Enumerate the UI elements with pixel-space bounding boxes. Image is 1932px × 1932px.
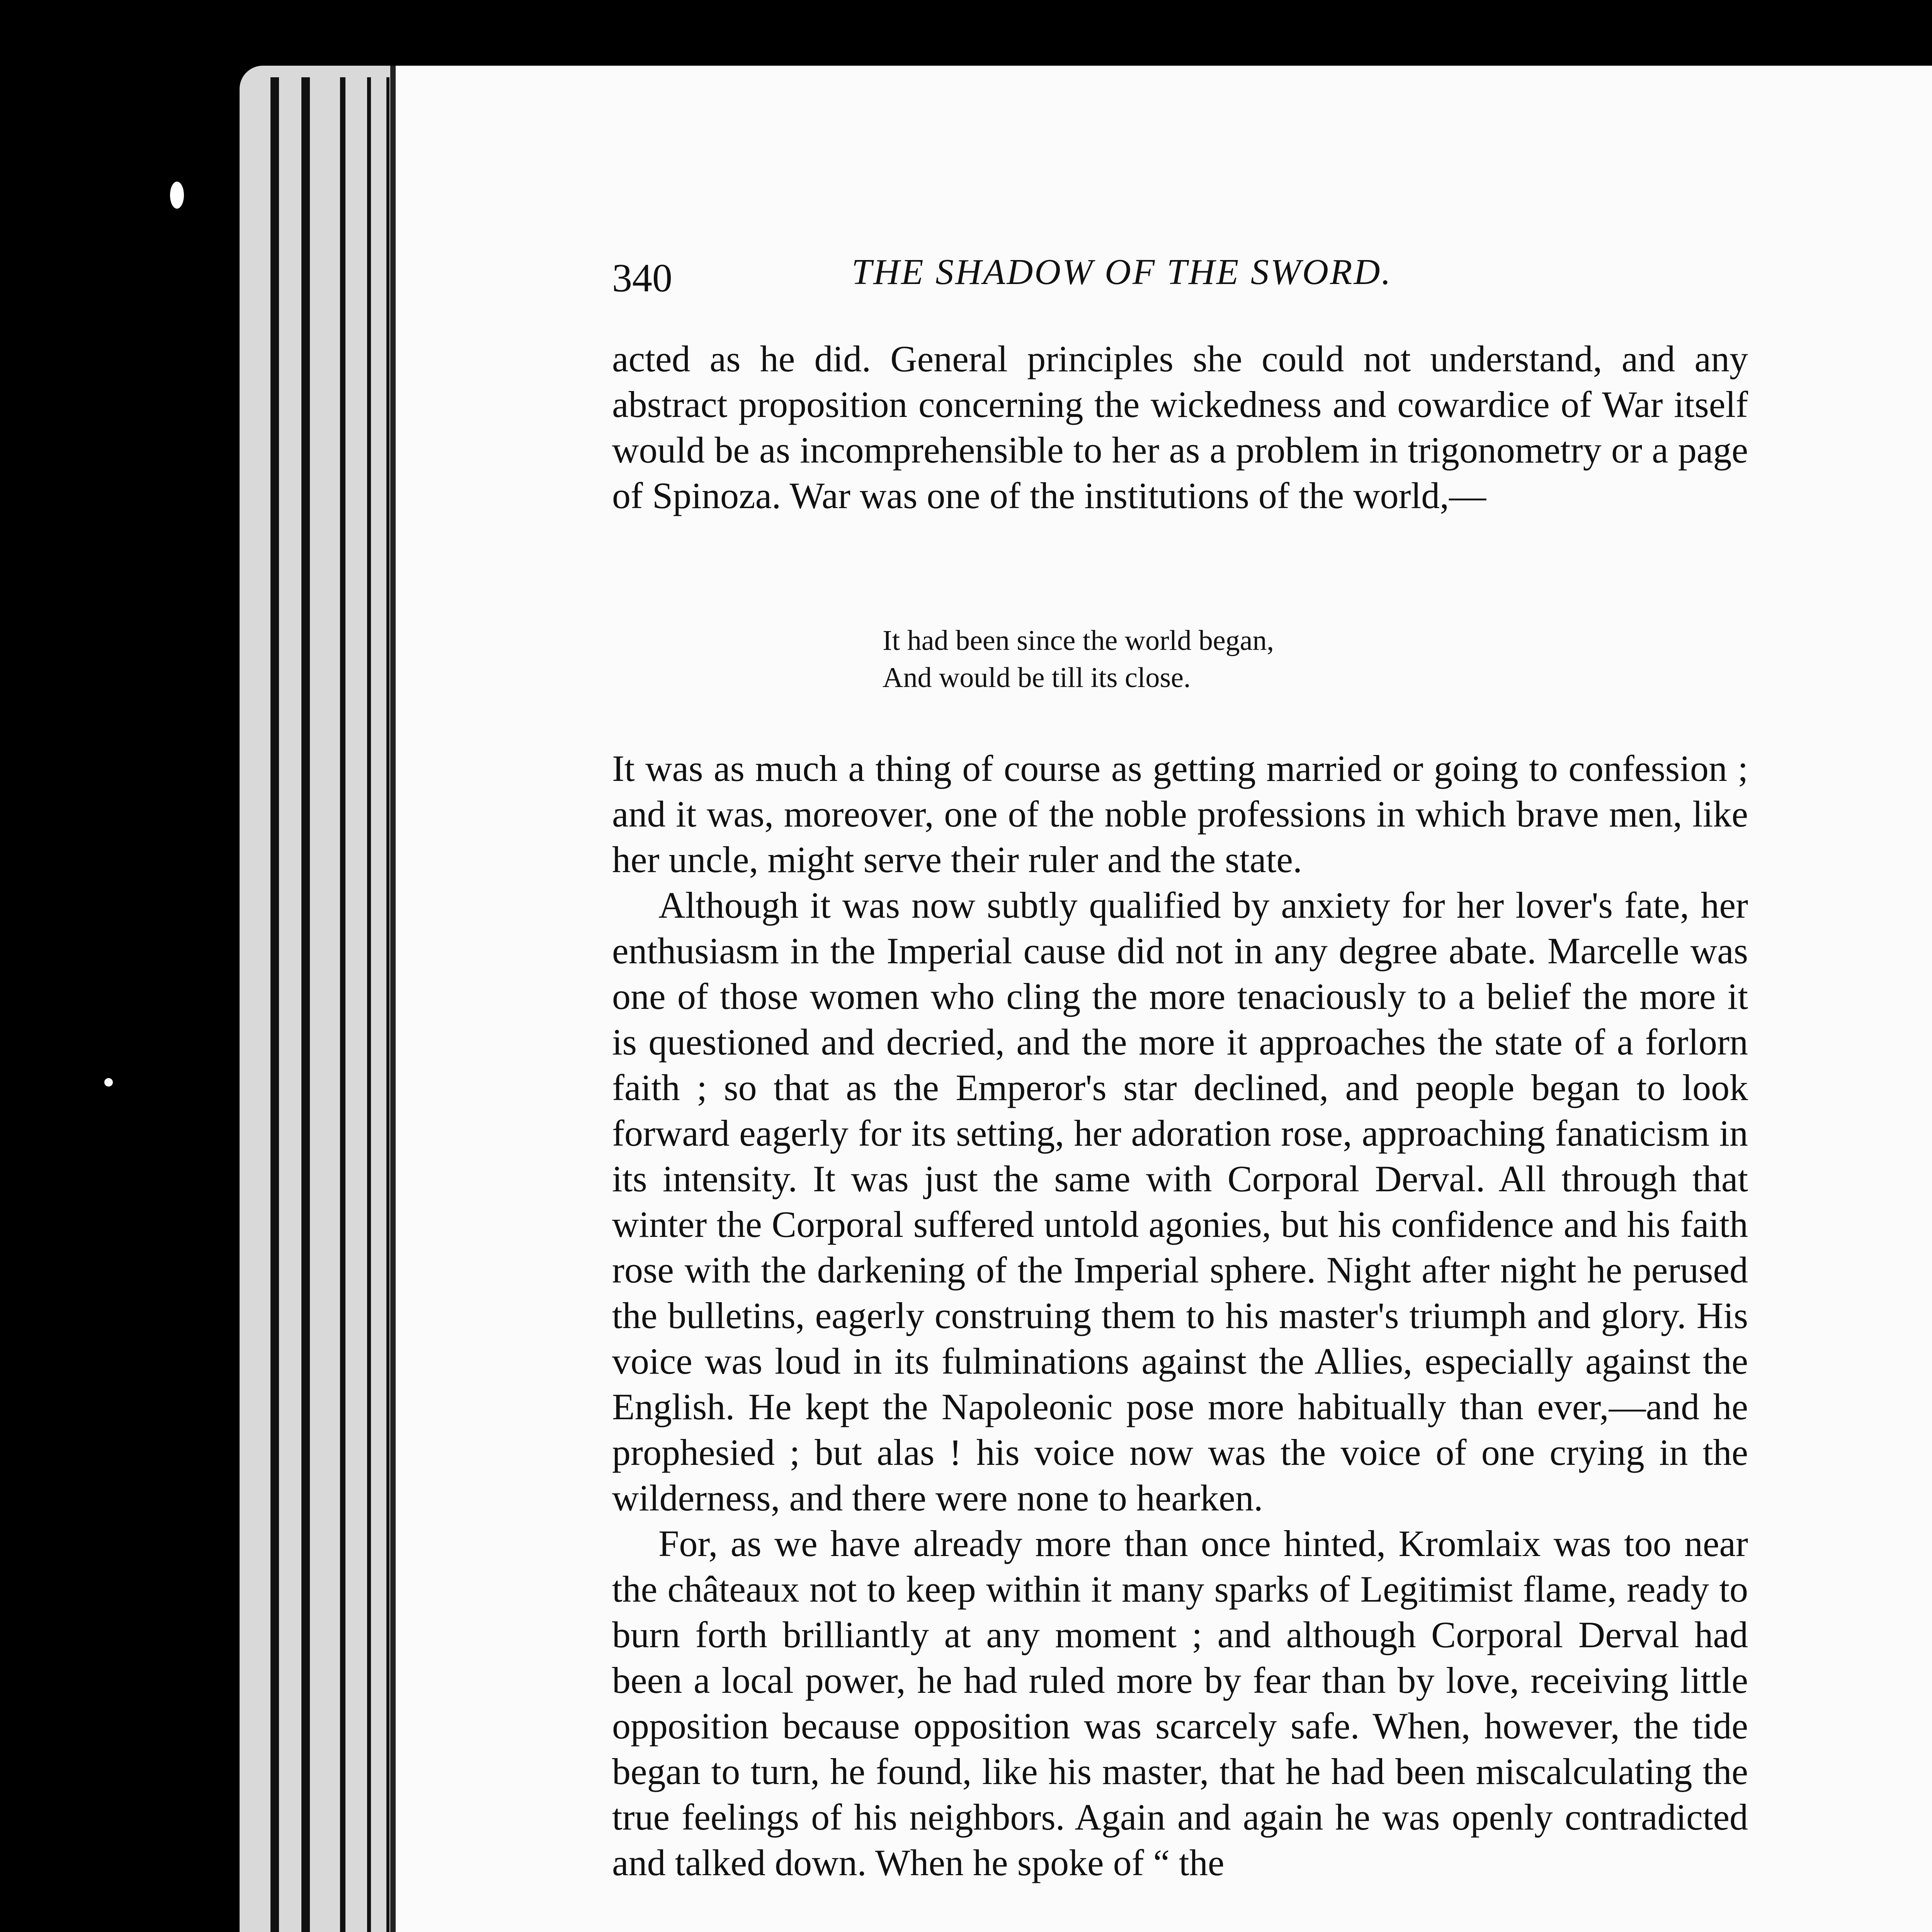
scan-speck xyxy=(170,182,184,209)
verse-line: And would be till its close. xyxy=(883,662,1191,694)
page-edge-line xyxy=(270,77,279,1932)
page-edge-line xyxy=(340,77,345,1932)
page-edge-line xyxy=(386,77,389,1932)
book-page-edges xyxy=(240,66,402,1932)
paragraph: It was as much a thing of course as getting married or going to confession ; and it was, moreover, one of the noble professions in which brave men, like her uncle, might serve their ruler and the state. xyxy=(612,748,1748,880)
book-page xyxy=(390,66,1932,1932)
running-head: THE SHADOW OF THE SWORD. xyxy=(852,252,1392,292)
opening-paragraph xyxy=(612,336,1748,519)
paragraph: Although it was now subtly qualified by anxiety for her lover's fate, her enthusiasm in the Imperial cause did not in any degree abate. Marcelle was one of those women who cling the more tenaciously to a belief the more it is questioned and decried, and the more it approaches the state of a forlorn faith ; so that as the Emperor's star declined, and people began to look forward eagerly for its setting, her adoration rose, approaching fanaticism in its intensity. It was just the same with Corporal Derval. All through that winter the Corporal suffered untold agonies, but his confidence and his faith rose with the darkening of the Imperial sphere. Night after night he perused the bulletins, eagerly construing them to his master's triumph and glory. His voice was loud in its fulminations against the Allies, especially against the English. He kept the Napoleonic pose more habitually than ever,—and he prophesied ; but alas ! his voice now was the voice of one crying in the wilderness, and there were none to hearken. xyxy=(612,884,1748,1519)
scan-speck xyxy=(104,1078,113,1087)
page-edge-line xyxy=(301,77,310,1932)
paragraph: For, as we have already more than once hinted, Kromlaix was too near the châteaux not to keep within it many sparks of Legitimist flame, ready to burn forth brilliantly at any moment ; and although Corporal Derval had been a local power, he had ruled more by fear than by love, receiving little opposition because opposition was scarcely safe. When, however, the tide began to turn, he found, like his master, that he had been miscalculating the true feelings of his neighbors. Again and again he was openly contradicted and talked down. When he spoke of “ the xyxy=(612,1523,1748,1883)
main-text xyxy=(612,746,1748,1886)
page-number: 340 xyxy=(612,256,672,300)
paragraph: acted as he did. General principles she could not understand, and any abstract proposition concerning the wickedness and cowardice of War itself would be as incomprehensible to her as a problem in trigonometry or a page of Spinoza. War was one of the institutions of the world,— xyxy=(612,338,1748,516)
verse-quotation xyxy=(883,622,1274,696)
verse-line: It had been since the world began, xyxy=(883,625,1274,656)
page-edge-line xyxy=(367,77,371,1932)
